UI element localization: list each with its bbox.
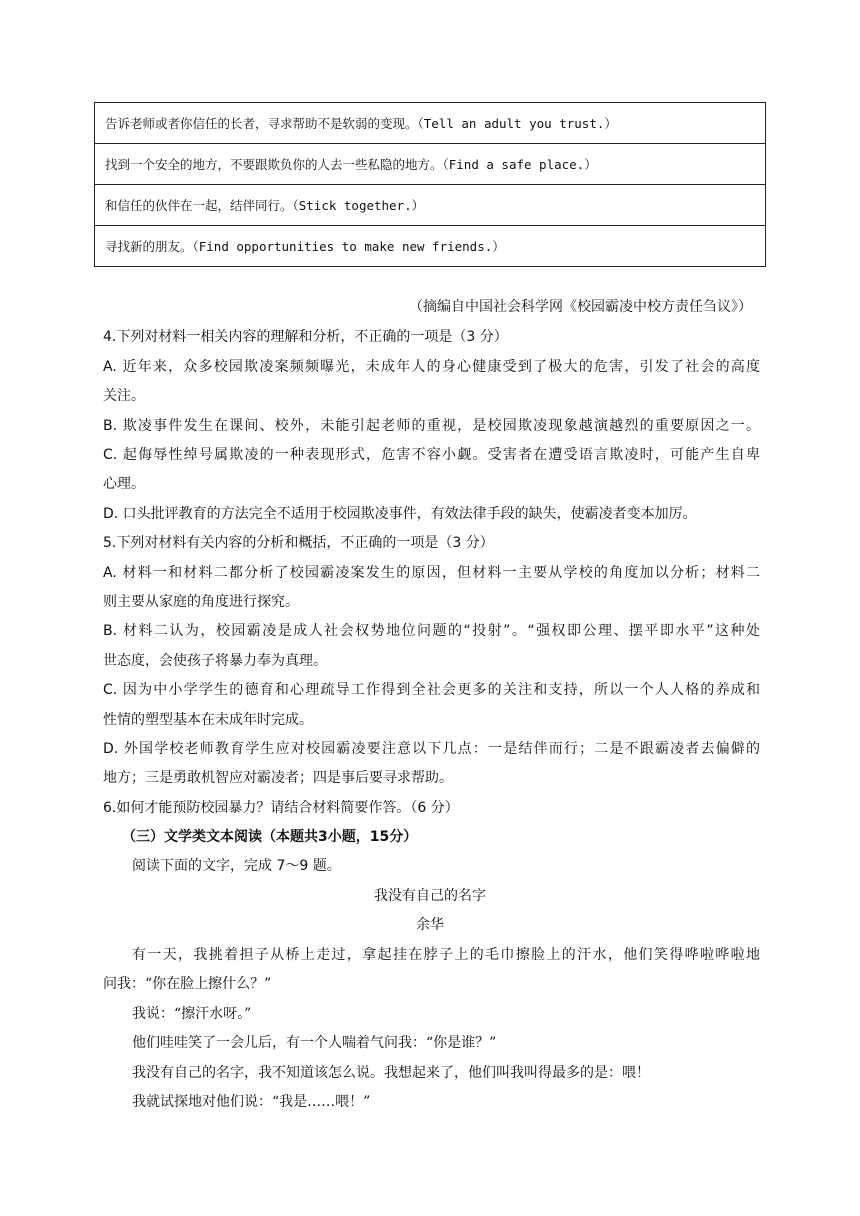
story-paragraph: 我没有自己的名字，我不知道该怎么说。我想起来了，他们叫我叫得最多的是：喂！ [132, 1065, 650, 1081]
question-5-option-b-cont: 世态度，会使孩子将暴力奉为真理。 [103, 653, 327, 669]
question-5-option-b: B. 材料二认为，校园霸凌是成人社会权势地位问题的“投射”。“强权即公理、摆平即水平”这种处 [103, 623, 760, 639]
tip-cell: 告诉老师或者你信任的长者，寻求帮助不是软弱的变现。（Tell an adult you trust.） [95, 103, 766, 144]
story-paragraph: 我就试探地对他们说：“我是……喂！” [132, 1094, 371, 1110]
question-5-option-c-cont: 性情的塑型基本在未成年时完成。 [103, 712, 313, 728]
question-5-option-c: C. 因为中小学学生的德育和心理疏导工作得到全社会更多的关注和支持，所以一个人人格的养成和 [103, 682, 760, 698]
question-5-option-d: D. 外国学校老师教育学生应对校园霸凌要注意以下几点：一是结伴而行；二是不跟霸凌者去偏僻的 [103, 741, 760, 757]
source-citation: （摘编自中国社会科学网《校园霸凌中校方责任刍议》） [409, 299, 752, 315]
table-row [95, 185, 766, 226]
tip-cell: 寻找新的朋友。（Find opportunities to make new friends.） [95, 226, 766, 267]
story-paragraph: 我说：“擦汗水呀。” [132, 1006, 252, 1022]
reading-instruction: 阅读下面的文字，完成 7～9 题。 [132, 858, 341, 874]
question-4-option-a-cont: 关注。 [103, 388, 145, 404]
story-title: 我没有自己的名字 [374, 888, 486, 904]
tip-cell: 找到一个安全的地方，不要跟欺负你的人去一些私隐的地方。（Find a safe place.） [95, 144, 766, 185]
question-4-option-a: A. 近年来，众多校园欺凌案频频曝光，未成年人的身心健康受到了极大的危害，引发了社会的高度 [103, 359, 760, 375]
section-heading: （三）文学类文本阅读（本题共3小题，15分） [122, 829, 418, 845]
table-row [95, 144, 766, 185]
question-6: 6.如何才能预防校园暴力？请结合材料简要作答。（6 分） [103, 800, 459, 816]
anti-bullying-tips-table [94, 102, 766, 267]
question-5-option-a: A. 材料一和材料二都分析了校园霸凌案发生的原因，但材料一主要从学校的角度加以分析；材料二 [103, 565, 760, 581]
question-4-stem: 4.下列对材料一相关内容的理解和分析，不正确的一项是（3 分） [103, 329, 508, 345]
question-4-option-c: C. 起侮辱性绰号属欺凌的一种表现形式，危害不容小觑。受害者在遭受语言欺凌时，可能产生自卑 [103, 447, 760, 463]
table-row [95, 103, 766, 144]
table-row [95, 226, 766, 267]
tip-cell: 和信任的伙伴在一起，结伴同行。（Stick together.） [95, 185, 766, 226]
story-paragraph-cont: 问我：“你在脸上擦什么？” [103, 976, 272, 992]
question-5-option-a-cont: 则主要从家庭的角度进行探究。 [103, 594, 299, 610]
question-4-option-d: D. 口头批评教育的方法完全不适用于校园欺凌事件，有效法律手段的缺失，使霸凌者变本加厉。 [103, 506, 697, 522]
story-paragraph: 他们哇哇笑了一会儿后，有一个人喘着气问我：“你是谁？” [132, 1035, 497, 1051]
question-4-option-c-cont: 心理。 [103, 476, 145, 492]
story-author: 余华 [416, 917, 444, 933]
question-5-option-d-cont: 地方；三是勇敢机智应对霸凌者；四是事后要寻求帮助。 [103, 770, 453, 786]
story-paragraph: 有一天，我挑着担子从桥上走过，拿起挂在脖子上的毛巾擦脸上的汗水，他们笑得哗啦哗啦地 [132, 947, 760, 963]
question-5-stem: 5.下列对材料有关内容的分析和概括，不正确的一项是（3 分） [103, 535, 494, 551]
question-4-option-b: B. 欺凌事件发生在课间、校外，未能引起老师的重视，是校园欺凌现象越演越烈的重要原因之一。 [103, 418, 760, 434]
